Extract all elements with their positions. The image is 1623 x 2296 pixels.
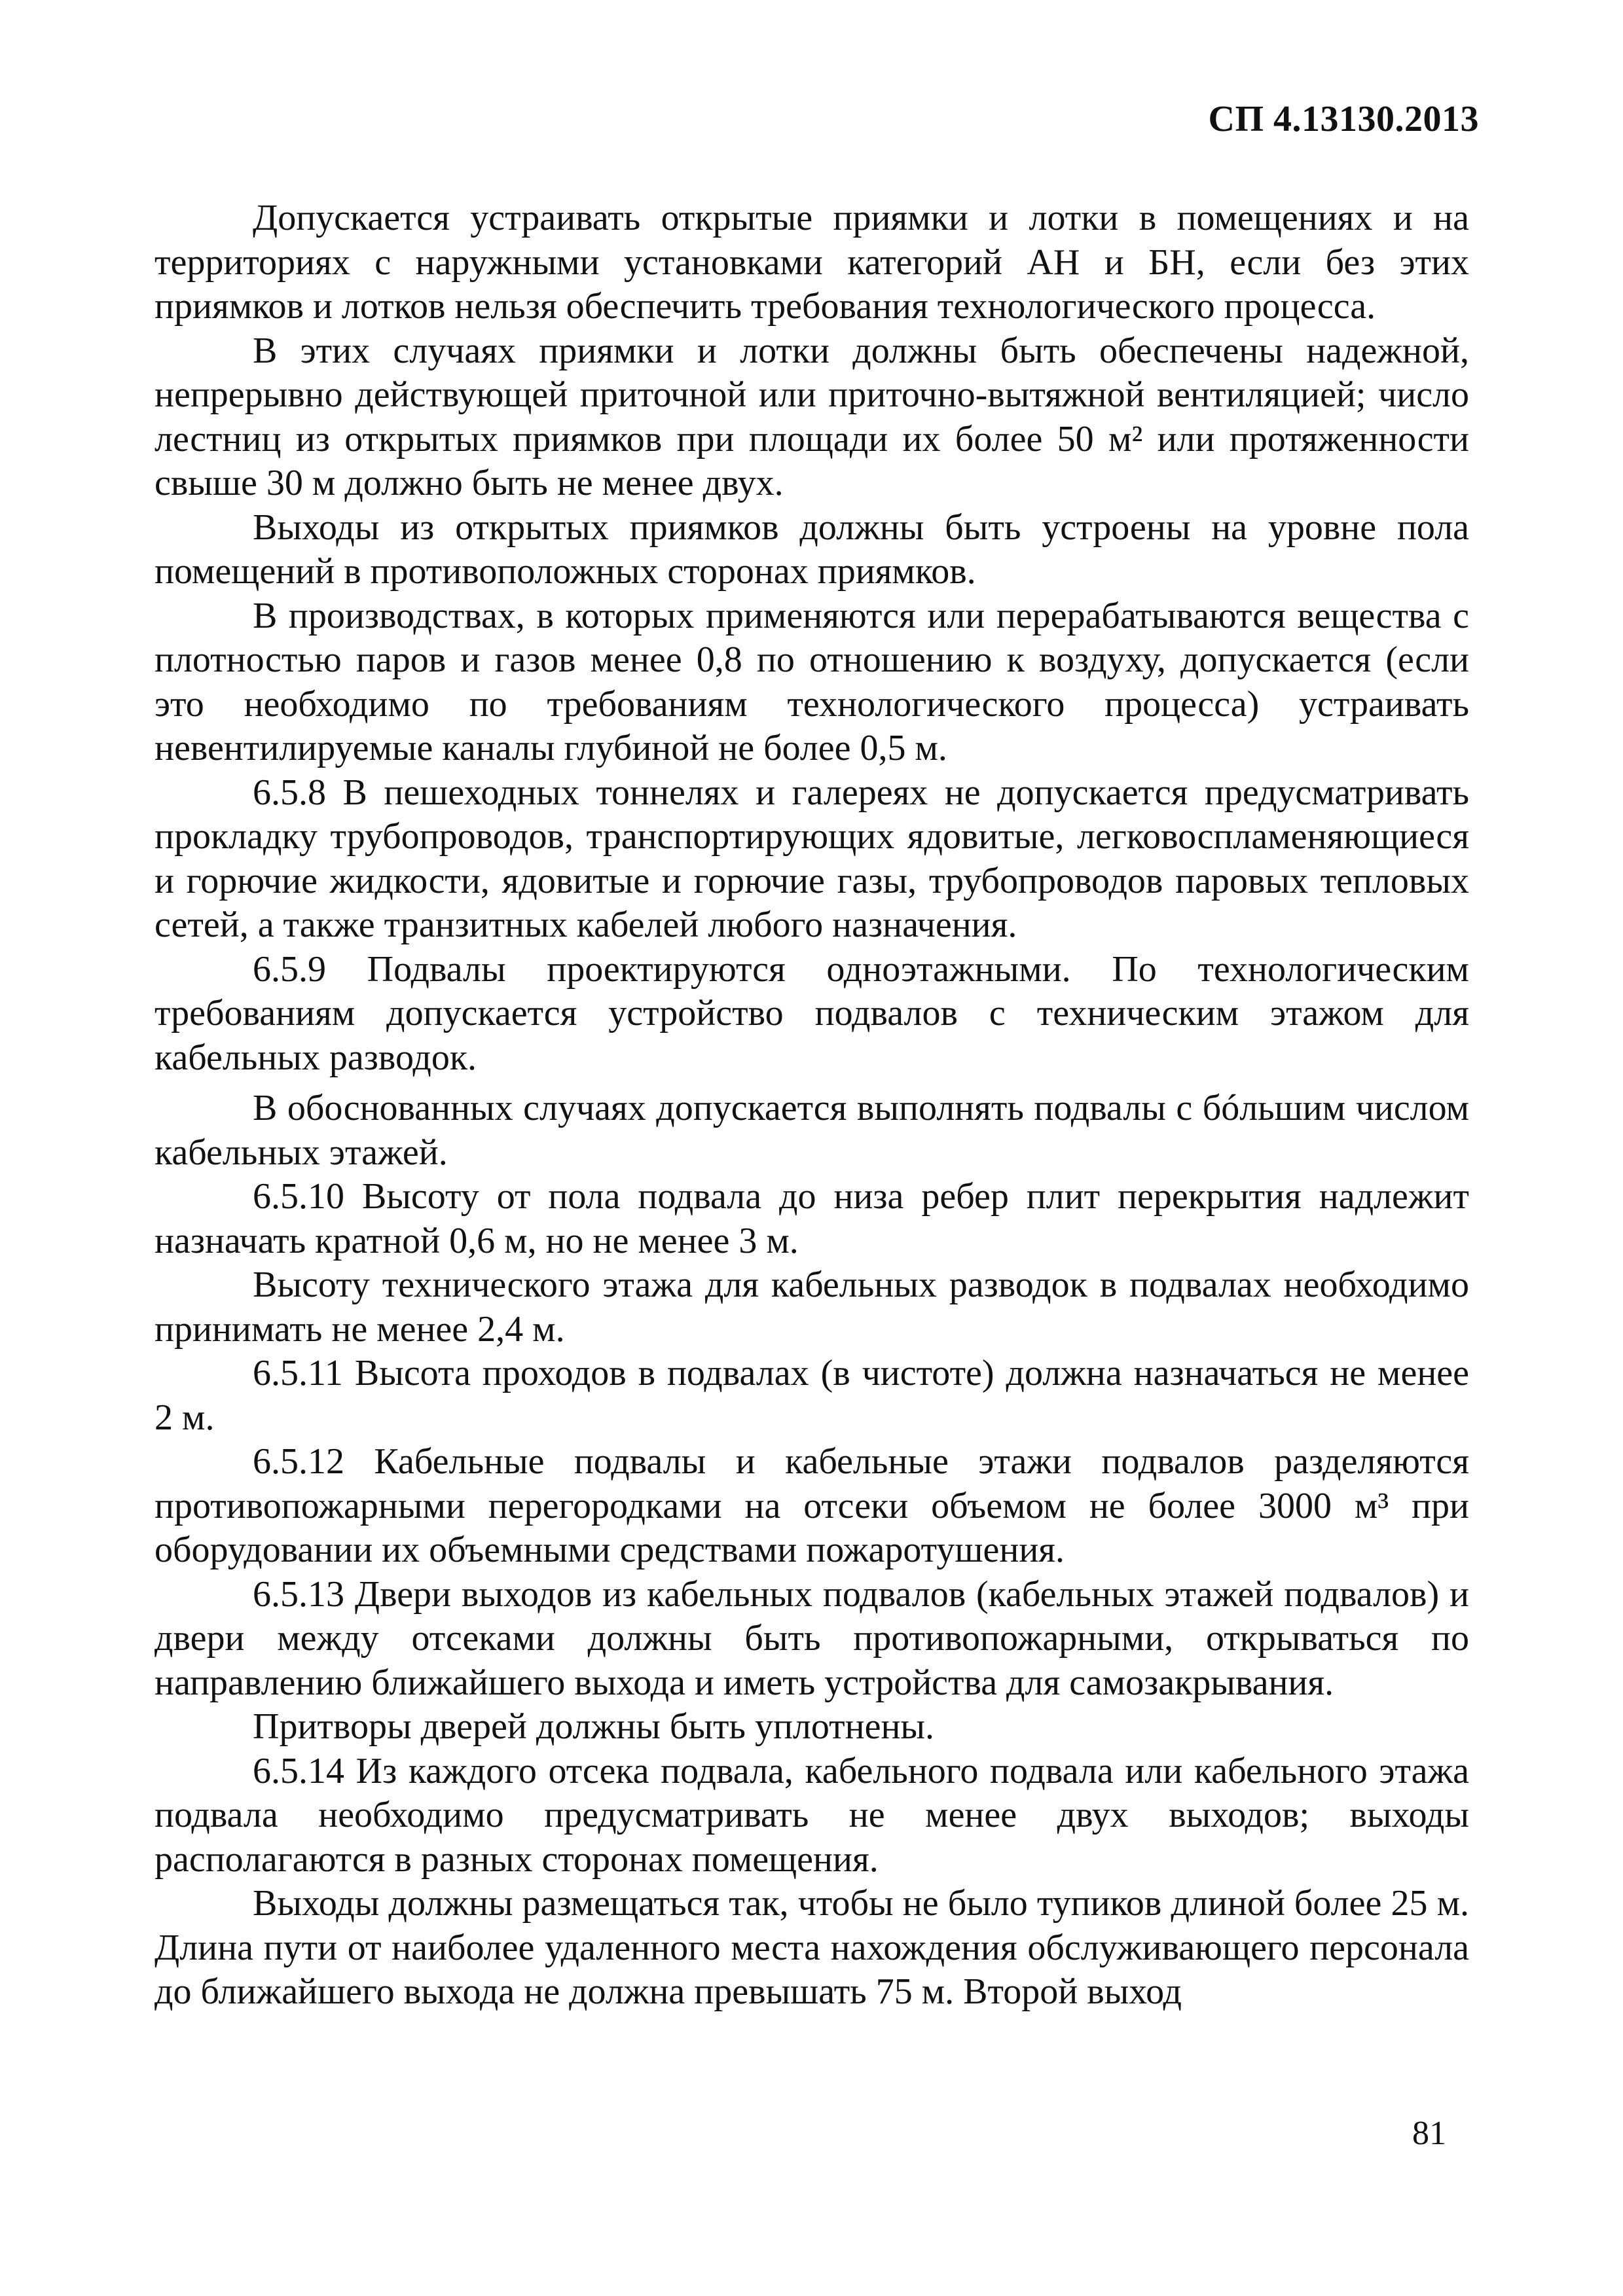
page-number: 81 [1412,2115,1446,2152]
document-number-header: СП 4.13130.2013 [1208,99,1479,139]
paragraph-6-5-9: 6.5.9 Подвалы проектируются одноэтажными. По технологическим требованиям допускается устройство подвалов с техническим этажом для кабельных разводок. [155,948,1469,1078]
document-body [155,196,1469,2015]
paragraph: Выходы из открытых приямков должны быть устроены на уровне пола помещений в противоположных сторонах приямков. [155,507,1469,592]
paragraph-6-5-11: 6.5.11 Высота проходов в подвалах (в чистоте) должна назначаться не менее 2 м. [155,1353,1469,1438]
paragraph-6-5-13: 6.5.13 Двери выходов из кабельных подвалов (кабельных этажей подвалов) и двери между отсеками должны быть противопожарными, открываться по направлению ближайшего выхода и иметь устройства для самозакрывания. [155,1573,1469,1703]
paragraph: Выходы должны размещаться так, чтобы не было тупиков длиной более 25 м. Длина пути от наиболее удаленного места нахождения обслуживающего персонала до ближайшего выхода не должна превышать 75 м. Второй выход [155,1883,1469,2012]
paragraph: В обоснованных случаях допускается выполнять подвалы с бóльшим числом кабельных этажей. [155,1088,1469,1173]
paragraph: Допускается устраивать открытые приямки и лотки в помещениях и на территориях с наружными установками категорий АН и БН, если без этих приямков и лотков нельзя обеспечить требования технологического процесса. [155,198,1469,327]
paragraph-6-5-14: 6.5.14 Из каждого отсека подвала, кабельного подвала или кабельного этажа подвала необходимо предусматривать не менее двух выходов; выходы располагаются в разных сторонах помещения. [155,1750,1469,1880]
paragraph: В производствах, в которых применяются или перерабатываются вещества с плотностью паров и газов менее 0,8 по отношению к воздуху, допускается (если это необходимо по требованиям технологического процесса) устраивать невентилируемые каналы глубиной не более 0,5 м. [155,595,1469,768]
paragraph: Притворы дверей должны быть уплотнены. [253,1706,935,1747]
paragraph: В этих случаях приямки и лотки должны быть обеспечены надежной, непрерывно действующей приточной или приточно-вытяжной вентиляцией; число лестниц из открытых приямков при площади их более 50 м² или протяженности свыше 30 м должно быть не менее двух. [155,330,1469,503]
paragraph-6-5-8: 6.5.8 В пешеходных тоннелях и галереях не допускается предусматривать прокладку трубопроводов, транспортирующих ядовитые, легковоспламеняющиеся и горючие жидкости, ядовитые и горючие газы, трубопроводов паровых тепловых сетей, а также транзитных кабелей любого назначения. [155,772,1469,945]
paragraph: Высоту технического этажа для кабельных разводок в подвалах необходимо принимать не менее 2,4 м. [155,1265,1469,1350]
paragraph-6-5-10: 6.5.10 Высоту от пола подвала до низа ребер плит перекрытия надлежит назначать кратной 0,6 м, но не менее 3 м. [155,1176,1469,1261]
paragraph-6-5-12: 6.5.12 Кабельные подвалы и кабельные этажи подвалов разделяются противопожарными перегородками на отсеки объемом не более 3000 м³ при оборудовании их объемными средствами пожаротушения. [155,1441,1469,1570]
